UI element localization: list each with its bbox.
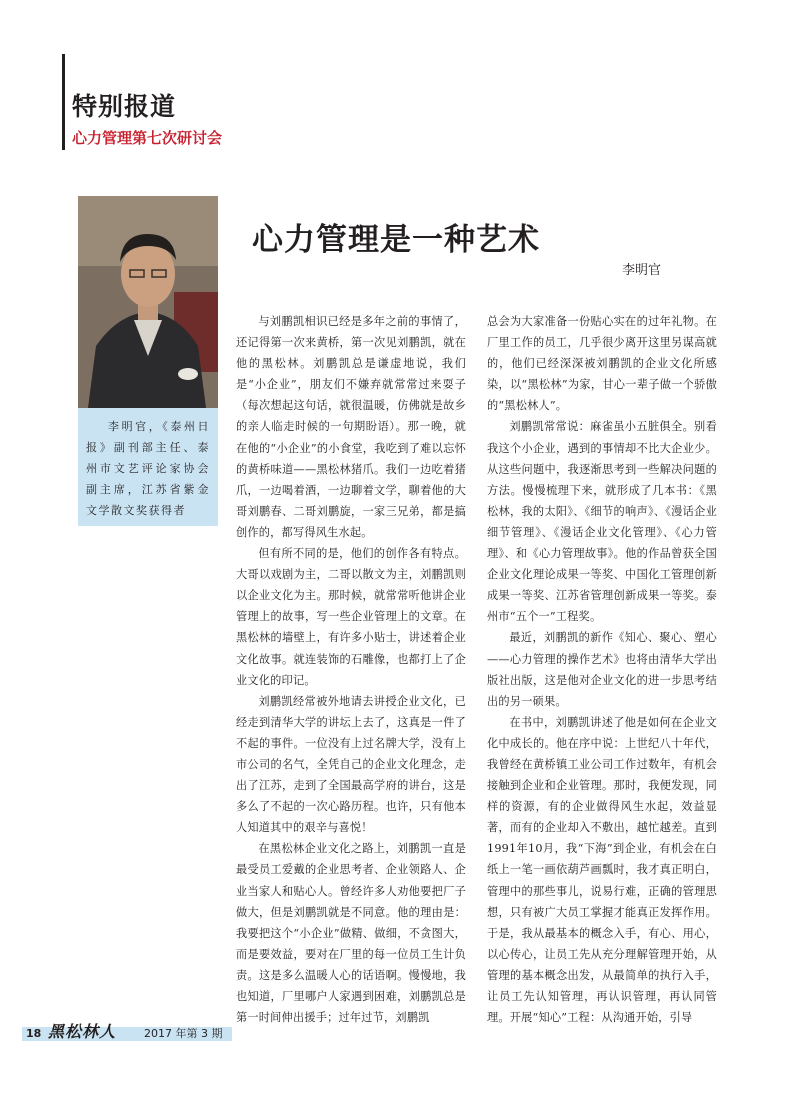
author-bio-box (78, 408, 218, 526)
paragraph: 在黑松林企业文化之路上，刘鹏凯一直是最受员工爱戴的企业思考者、企业领路人、企业当家人和贴心人。曾经许多人劝他要把厂子做大，但是刘鹏凯就是不同意。他的理由是：我要把这个“小企业”做精、做细，不贪图大，而是要效益，要对在厂里的每一位员工生计负责。这是多么温暖人心的话语啊。慢慢地，我也知道，厂里哪户人家遇到困难，刘鹏凯总是第一时间伸出援手；过年过节，刘鹏凯 (236, 842, 466, 1025)
paragraph: 最近，刘鹏凯的新作《知心、聚心、塑心——心力管理的操作艺术》也将由清华大学出版社出版，这是他对企业文化的进一步思考结出的另一硕果。 (487, 631, 717, 708)
article-byline: 李明官 (622, 263, 662, 278)
paragraph: 在书中，刘鹏凯讲述了他是如何在企业文化中成长的。他在序中说：上世纪八十年代，我曾经在黄桥镇工业公司工作过数年，有机会接触到企业和企业管理。那时，我便发现，同样的资源，有的企业做得风生水起，效益显著，而有的企业却入不敷出，越忙越差。直到1991年10月，我“下海”到企业，有机会在白纸上一笔一画依葫芦画瓢时，我才真正明白，管理中的那些事儿，说易行难，正确的管理思想，只有被广大员工掌握才能真正发挥作用。于是，我从最基本的概念入手，有心、用心，以心传心，让员工先从充分理解管理开始，从管理的基本概念出发，从最简单的执行入手，让员工先认知管理，再认识管理，再认同管理。开展“知心”工程：从沟通开始，引导 (487, 715, 717, 1025)
paragraph: 刘鹏凯常常说：麻雀虽小五脏俱全。别看我这个小企业，遇到的事情却不比大企业少。从这些问题中，我逐渐思考到一些解决问题的方法。慢慢梳理下来，就形成了几本书：《黑松林，我的太阳》、《细节的响声》、《漫话企业细节管理》、《漫话企业文化管理》、《心力管理》、和《心力管理故事》。他的作品曾获全国企业文化理论成果一等奖、中国化工管理创新成果一等奖、江苏省管理创新成果一等奖。泰州市“五个一”工程奖。 (487, 420, 717, 624)
article-column-1 (236, 311, 466, 1028)
paragraph: 与刘鹏凯相识已经是多年之前的事情了，还记得第一次来黄桥，第一次见刘鹏凯，就在他的黑松林。刘鹏凯总是谦虚地说，我们是“小企业”，朋友们不嫌弃就常常过来耍子（每次想起这句话，就很温暖，仿佛就是故乡的亲人临走时候的一句期盼语）。那一晚，就在他的“小企业”的小食堂，我吃到了难以忘怀的黄桥味道——黑松林猪爪。我们一边吃着猪爪，一边喝着酒，一边聊着文学，聊着他的大哥刘鹏春、二哥刘鹏旋，一家三兄弟，都是搞创作的，都写得风生水起。 (236, 315, 466, 539)
paragraph-continued: 总会为大家准备一份贴心实在的过年礼物。在厂里工作的员工，几乎很少离开这里另谋高就的，他们已经深深被刘鹏凯的企业文化所感染，以“黑松林”为家，甘心一辈子做一个骄傲的“黑松林人”。 (487, 315, 717, 413)
paragraph: 刘鹏凯经常被外地请去讲授企业文化，已经走到清华大学的讲坛上去了，这真是一件了不起的事件。一位没有上过名牌大学，没有上市公司的名气，全凭自己的企业文化理念，走出了江苏，走到了全国最高学府的讲台，这是多么了不起的一次心路历程。也许，只有他本人知道其中的艰辛与喜悦！ (236, 694, 466, 835)
paragraph: 但有所不同的是，他们的创作各有特点。大哥以戏剧为主，二哥以散文为主，刘鹏凯则以企业文化为主。那时候，就常常听他讲企业管理上的故事，写一些企业管理上的文章。在黑松林的墙壁上，有许多小贴士，讲述着企业文化故事。就连装饰的石雕像，也都打上了企业文化的印记。 (236, 547, 466, 687)
section-subtitle: 心力管理第七次研讨会 (72, 129, 223, 147)
magazine-name-logo: 黑松林人 (48, 1022, 117, 1041)
section-title: 特别报道 (72, 92, 177, 121)
article-headline: 心力管理是一种艺术 (252, 222, 540, 258)
section-marker-bar (62, 54, 65, 150)
issue-label: 2017 年第 3 期 (144, 1027, 223, 1040)
author-photo (78, 196, 218, 408)
page-number: 18 (26, 1027, 42, 1040)
article-column-2 (487, 311, 717, 1028)
author-bio-text: 李明官，《泰州日报》副刊部主任、泰州市文艺评论家协会副主席，江苏省紫金文学散文奖获得者 (86, 420, 210, 517)
author-portrait-image (78, 196, 218, 408)
